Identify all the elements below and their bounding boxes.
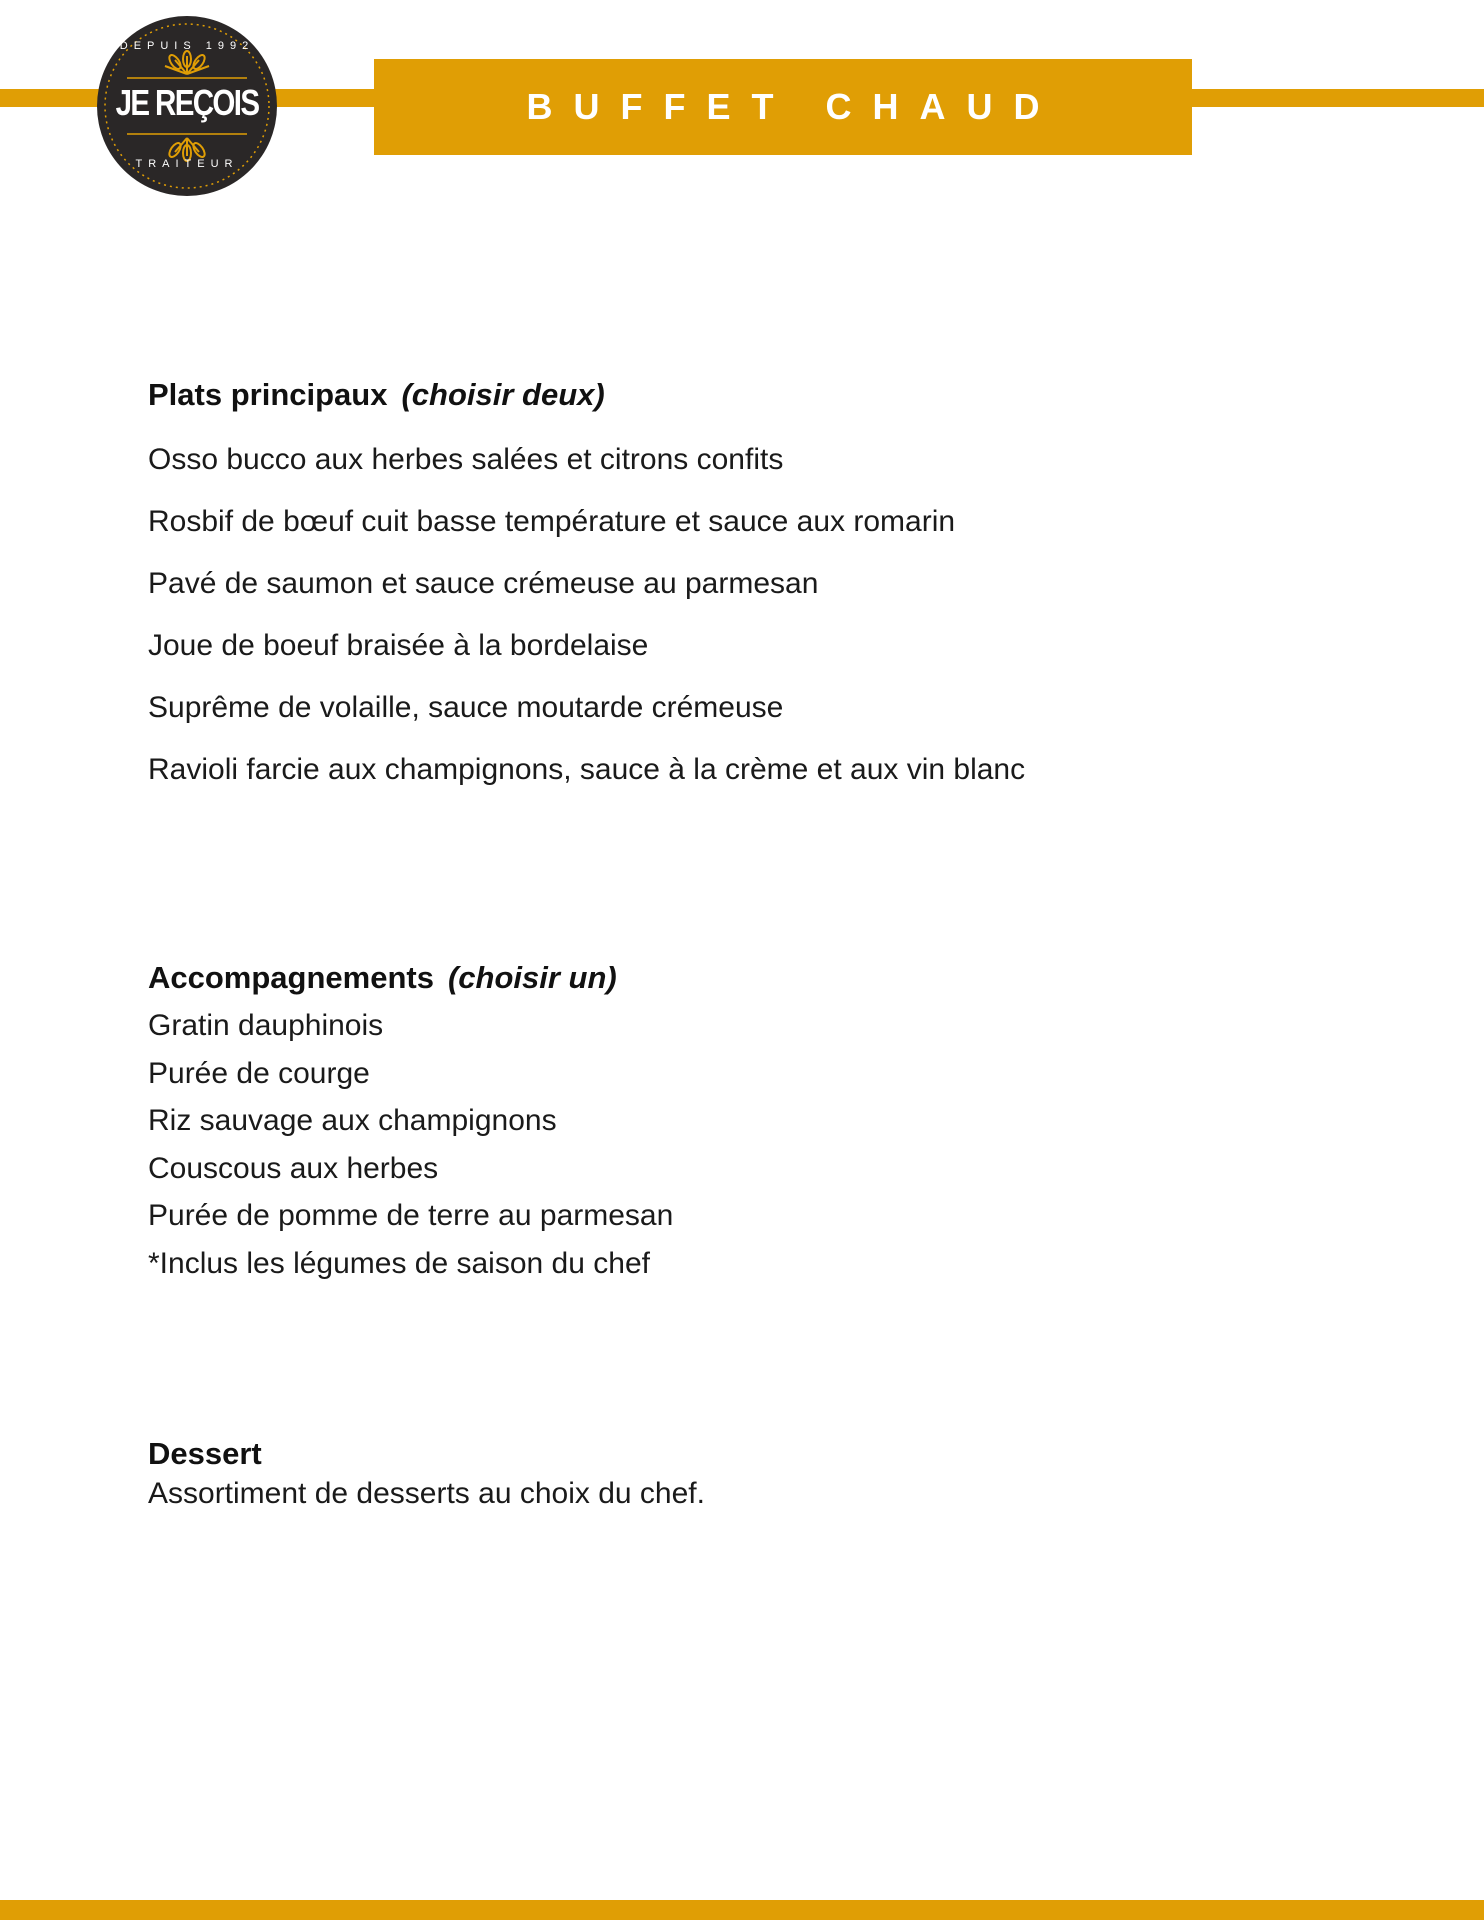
page-title: BUFFET CHAUD bbox=[526, 86, 1061, 127]
list-item: Assortiment de desserts au choix du chef. bbox=[148, 1477, 705, 1510]
list-item: Purée de pomme de terre au parmesan bbox=[148, 1199, 674, 1232]
title-banner bbox=[374, 59, 1192, 155]
list-item: Gratin dauphinois bbox=[148, 1009, 384, 1042]
logo-top-text: DEPUIS 1992 bbox=[119, 40, 255, 52]
sides-section bbox=[148, 956, 673, 1287]
list-item: Osso bucco aux herbes salées et citrons confits bbox=[148, 443, 784, 476]
mains-note: (choisir deux) bbox=[401, 377, 605, 412]
logo-wordmark: JE REÇOIS bbox=[115, 82, 259, 123]
logo-bottom-text: TRAITEUR bbox=[135, 158, 239, 170]
list-item: Rosbif de bœuf cuit basse température et sauce aux romarin bbox=[148, 505, 956, 538]
dessert-heading: Dessert bbox=[148, 1436, 262, 1471]
mains-section bbox=[148, 373, 1025, 801]
brand-logo bbox=[97, 16, 277, 196]
dessert-section bbox=[148, 1434, 705, 1514]
sides-title: Accompagnements bbox=[148, 960, 434, 995]
list-item: Pavé de saumon et sauce crémeuse au parmesan bbox=[148, 567, 819, 600]
sides-heading bbox=[148, 956, 673, 1000]
list-item: Couscous aux herbes bbox=[148, 1151, 439, 1185]
footer-rule bbox=[0, 1900, 1484, 1920]
list-item: Suprême de volaille, sauce moutarde crémeuse bbox=[148, 691, 784, 724]
sides-note: (choisir un) bbox=[447, 960, 617, 995]
list-item: Ravioli farcie aux champignons, sauce à la crème et aux vin blanc bbox=[148, 753, 1026, 786]
mains-title: Plats principaux bbox=[148, 377, 388, 412]
list-item: *Inclus les légumes de saison du chef bbox=[148, 1246, 650, 1280]
list-item: Joue de boeuf braisée à la bordelaise bbox=[148, 629, 649, 662]
list-item: Purée de courge bbox=[148, 1056, 370, 1090]
mains-heading bbox=[148, 373, 1025, 417]
list-item: Riz sauvage aux champignons bbox=[148, 1104, 557, 1137]
